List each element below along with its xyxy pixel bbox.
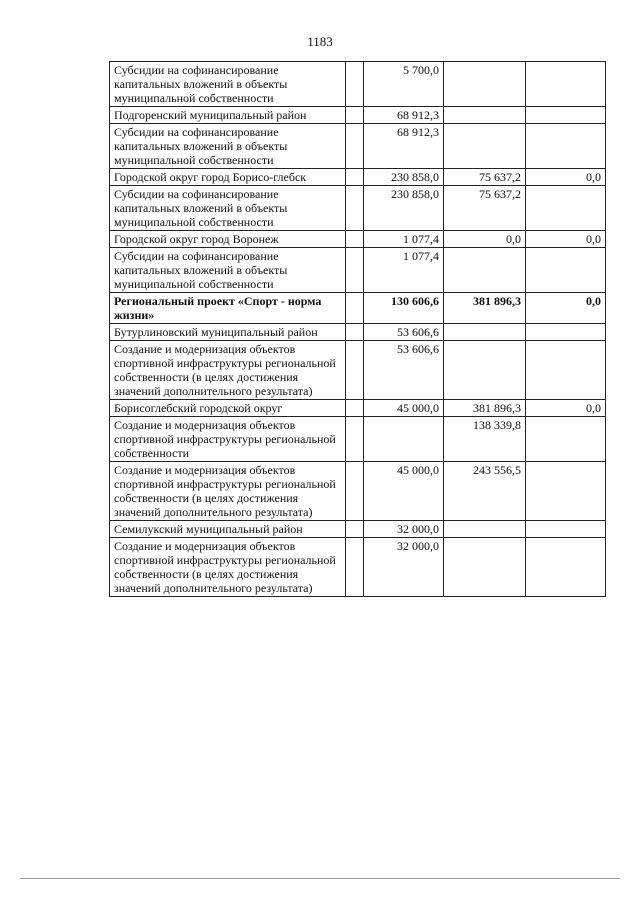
row-name-cell: Создание и модернизация объектов спортивной инфраструктуры регионaльной собственности — [110, 417, 346, 462]
table-row — [110, 293, 606, 324]
row-value-3-cell — [526, 324, 606, 341]
row-value-2-cell — [444, 124, 526, 169]
row-value-1-cell: 68 912,3 — [364, 107, 444, 124]
row-name-cell: Создание и модернизация объектов спортивной инфраструктуры регионaльной собственности (в целях достижения значений дополнительного результата) — [110, 462, 346, 521]
row-value-3-cell: 0,0 — [526, 231, 606, 248]
row-name-cell: Городской округ город Воронеж — [110, 231, 346, 248]
table-row — [110, 538, 606, 597]
table-row — [110, 62, 606, 107]
table-row — [110, 400, 606, 417]
row-value-1-cell: 230 858,0 — [364, 169, 444, 186]
table-row — [110, 521, 606, 538]
row-empty-cell — [346, 186, 364, 231]
row-value-2-cell: 0,0 — [444, 231, 526, 248]
row-value-1-cell: 68 912,3 — [364, 124, 444, 169]
row-value-3-cell — [526, 124, 606, 169]
row-empty-cell — [346, 169, 364, 186]
table-row — [110, 186, 606, 231]
row-name-cell: Субсидии на софинансирование капитальных вложений в объекты муниципальной собственности — [110, 62, 346, 107]
row-value-1-cell: 130 606,6 — [364, 293, 444, 324]
row-value-2-cell: 243 556,5 — [444, 462, 526, 521]
row-value-2-cell: 381 896,3 — [444, 400, 526, 417]
row-name-cell: Региональный проект «Спорт - норма жизни» — [110, 293, 346, 324]
row-name-cell: Субсидии на софинансирование капитальных вложений в объекты муниципальной собственности — [110, 248, 346, 293]
row-value-1-cell: 32 000,0 — [364, 521, 444, 538]
row-empty-cell — [346, 462, 364, 521]
table-row — [110, 324, 606, 341]
row-value-1-cell: 230 858,0 — [364, 186, 444, 231]
row-name-cell: Субсидии на софинансирование капитальных вложений в объекты муниципальной собственности — [110, 186, 346, 231]
row-value-3-cell — [526, 62, 606, 107]
row-empty-cell — [346, 248, 364, 293]
row-value-1-cell: 5 700,0 — [364, 62, 444, 107]
row-value-3-cell — [526, 462, 606, 521]
row-value-1-cell: 45 000,0 — [364, 462, 444, 521]
row-value-2-cell — [444, 324, 526, 341]
budget-table — [109, 61, 606, 597]
row-empty-cell — [346, 62, 364, 107]
row-empty-cell — [346, 538, 364, 597]
row-value-1-cell — [364, 417, 444, 462]
row-value-1-cell: 53 606,6 — [364, 341, 444, 400]
row-name-cell: Подгоренский муниципальный район — [110, 107, 346, 124]
row-value-1-cell: 1 077,4 — [364, 248, 444, 293]
row-name-cell: Субсидии на софинансирование капитальных вложений в объекты муниципальной собственности — [110, 124, 346, 169]
table-row — [110, 248, 606, 293]
row-empty-cell — [346, 341, 364, 400]
table-row — [110, 107, 606, 124]
row-name-cell: Городской округ город Борисо-глебск — [110, 169, 346, 186]
row-empty-cell — [346, 521, 364, 538]
row-empty-cell — [346, 231, 364, 248]
row-value-2-cell: 75 637,2 — [444, 169, 526, 186]
row-value-1-cell: 53 606,6 — [364, 324, 444, 341]
row-value-1-cell: 32 000,0 — [364, 538, 444, 597]
row-value-3-cell — [526, 107, 606, 124]
row-value-2-cell — [444, 248, 526, 293]
row-value-2-cell — [444, 538, 526, 597]
row-value-2-cell — [444, 521, 526, 538]
page-number: 1183 — [307, 34, 333, 49]
row-name-cell: Бутурлиновский муниципальный район — [110, 324, 346, 341]
row-name-cell: Создание и модернизация объектов спортивной инфраструктуры регионaльной собственности (в целях достижения значений дополнительного результата) — [110, 341, 346, 400]
table-row — [110, 169, 606, 186]
row-value-2-cell: 381 896,3 — [444, 293, 526, 324]
row-value-3-cell — [526, 186, 606, 231]
row-value-2-cell: 75 637,2 — [444, 186, 526, 231]
page-bottom-divider — [20, 878, 620, 879]
row-name-cell: Создание и модернизация объектов спортивной инфраструктуры регионaльной собственности (в целях достижения значений дополнительного результата) — [110, 538, 346, 597]
row-value-2-cell: 138 339,8 — [444, 417, 526, 462]
row-value-3-cell — [526, 248, 606, 293]
row-empty-cell — [346, 293, 364, 324]
row-name-cell: Семилукский муниципальный район — [110, 521, 346, 538]
row-value-3-cell — [526, 417, 606, 462]
row-value-3-cell: 0,0 — [526, 169, 606, 186]
table-row — [110, 124, 606, 169]
row-value-2-cell — [444, 107, 526, 124]
table-row — [110, 341, 606, 400]
row-empty-cell — [346, 400, 364, 417]
row-empty-cell — [346, 107, 364, 124]
row-value-2-cell — [444, 341, 526, 400]
row-value-3-cell — [526, 341, 606, 400]
table-body — [110, 62, 606, 597]
row-empty-cell — [346, 324, 364, 341]
row-value-3-cell: 0,0 — [526, 400, 606, 417]
row-value-1-cell: 45 000,0 — [364, 400, 444, 417]
table-row — [110, 417, 606, 462]
table-row — [110, 231, 606, 248]
row-value-3-cell: 0,0 — [526, 293, 606, 324]
table-row — [110, 462, 606, 521]
row-value-2-cell — [444, 62, 526, 107]
row-value-1-cell: 1 077,4 — [364, 231, 444, 248]
row-empty-cell — [346, 417, 364, 462]
row-value-3-cell — [526, 538, 606, 597]
row-empty-cell — [346, 124, 364, 169]
row-value-3-cell — [526, 521, 606, 538]
row-name-cell: Борисоглебский городской округ — [110, 400, 346, 417]
